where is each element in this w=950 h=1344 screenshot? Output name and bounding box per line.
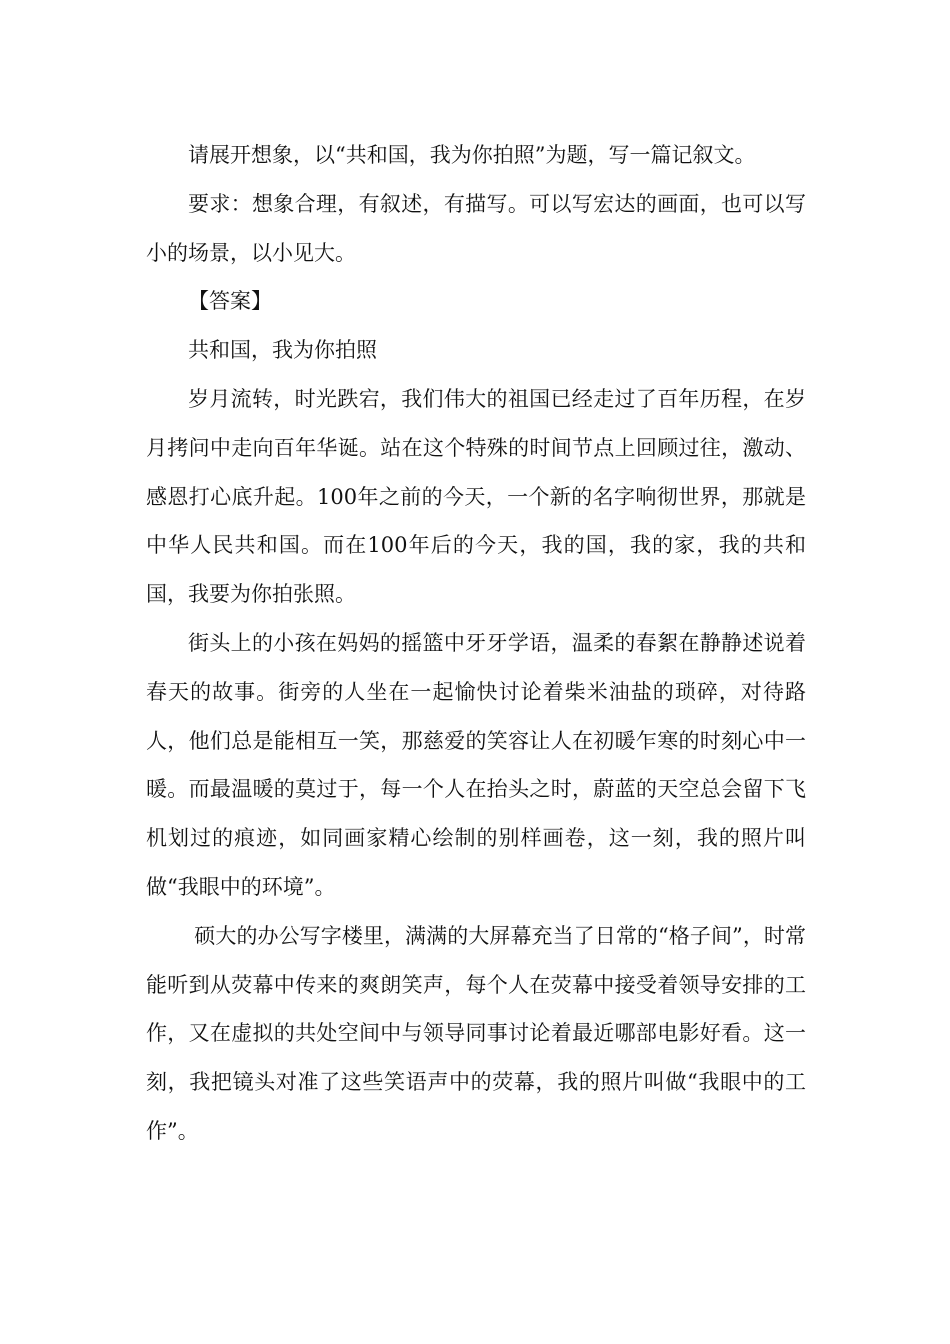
- essay-title: 共和国，我为你拍照: [188, 338, 377, 363]
- document-page: [146, 131, 806, 1156]
- essay-paragraph-2: 街头上的小孩在妈妈的摇篮中牙牙学语，温柔的春絮在静静述说着春天的故事。街旁的人坐在一起愉快讨论着柴米油盐的琐碎，对待路人，他们总是能相互一笑，那慈爱的笑容让人在初暖乍寒的时刻心中一暖。而最温暖的莫过于，每一个人在抬头之时，蔚蓝的天空总会留下飞机划过的痕迹，如同画家精心绘制的别样画卷，这一刻，我的照片叫做“我眼中的环境”。: [146, 630, 806, 899]
- essay-paragraph-1: 岁月流转，时光跌宕，我们伟大的祖国已经走过了百年历程，在岁月拷问中走向百年华诞。站在这个特殊的时间节点上回顾过往，激动、感恩打心底升起。100年之前的今天，一个新的名字响彻世界，那就是中华人民共和国。而在100年后的今天，我的国，我的家，我的共和国，我要为你拍张照。: [146, 386, 806, 607]
- essay-requirements: 要求：想象合理，有叙述，有描写。可以写宏达的画面，也可以写小的场景，以小见大。: [146, 191, 806, 265]
- essay-paragraph-3: 硕大的办公写字楼里，满满的大屏幕充当了日常的“格子间”，时常能听到从荧幕中传来的爽朗笑声，每个人在荧幕中接受着领导安排的工作，又在虚拟的共处空间中与领导同事讨论着最近哪部电影好看。这一刻，我把镜头对准了这些笑语声中的荧幕，我的照片叫做“我眼中的工作”。: [146, 923, 806, 1143]
- essay-prompt: 请展开想象，以“共和国，我为你拍照”为题，写一篇记叙文。: [188, 143, 756, 167]
- answer-label: 【答案】: [188, 289, 272, 314]
